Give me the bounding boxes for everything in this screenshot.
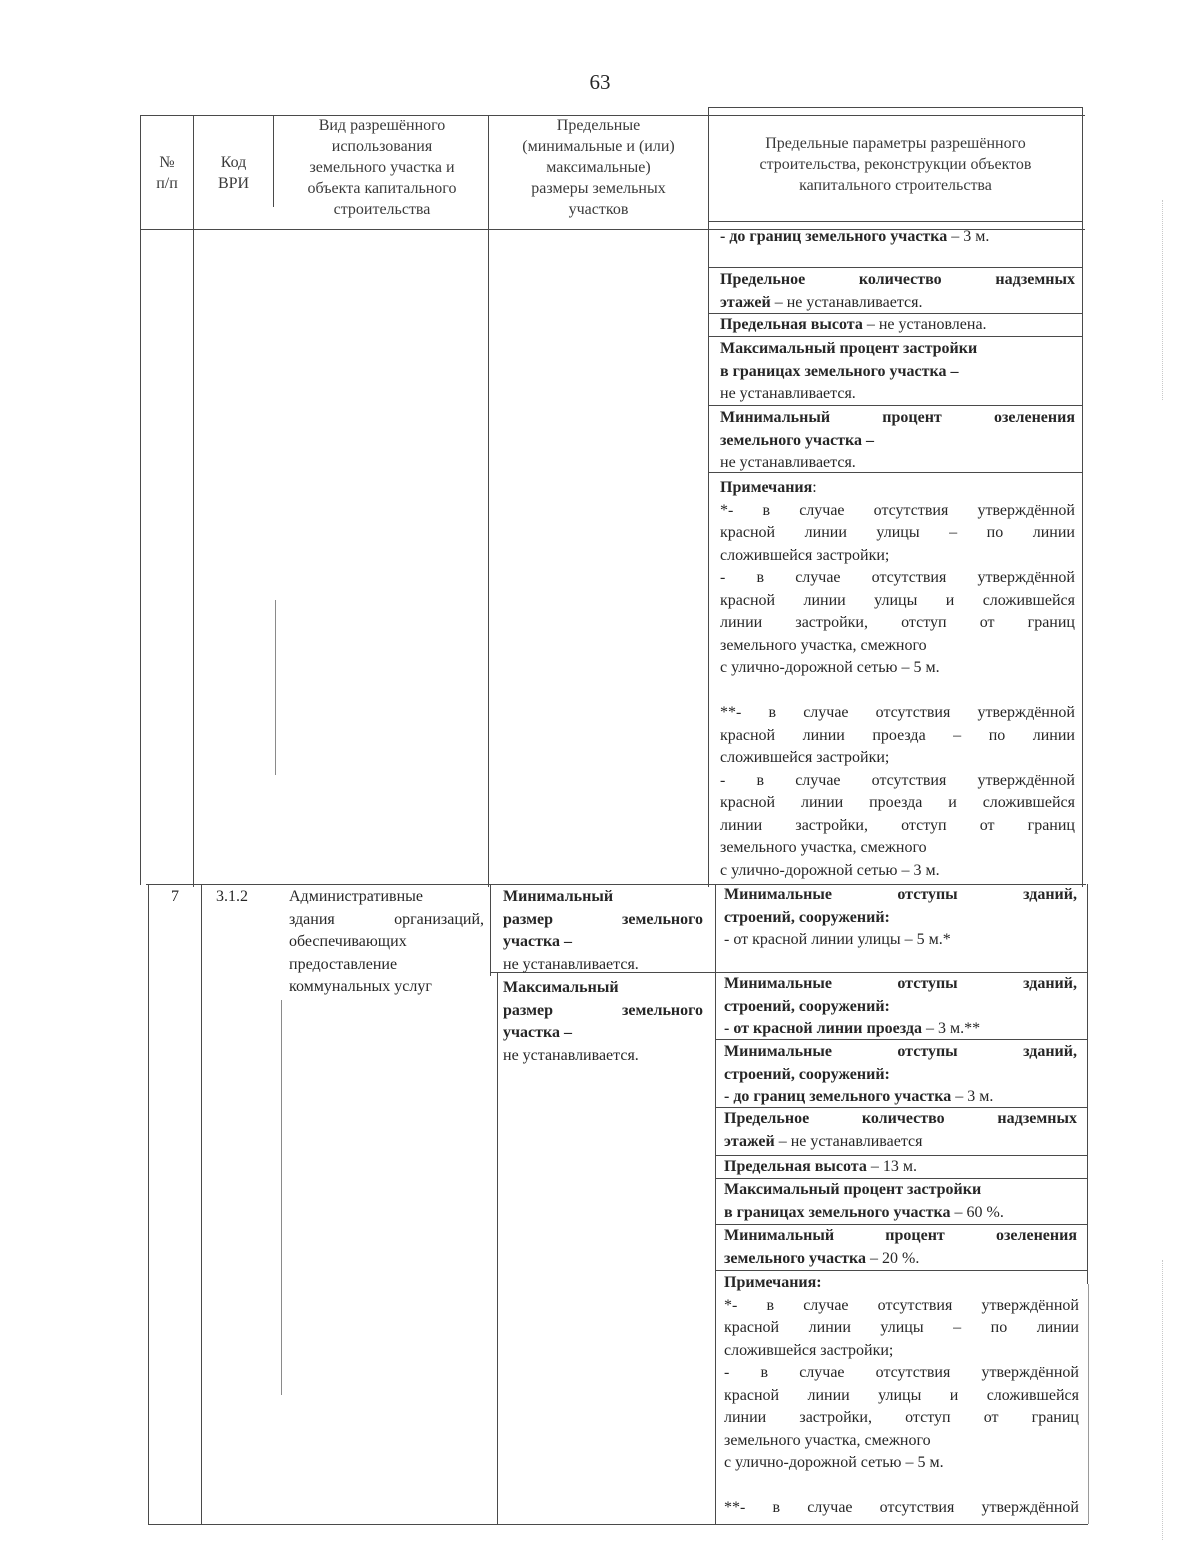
row7-indent-street: Минимальные отступы зданий, строений, сооружений: - от красной линии улицы – 5 м.* (724, 886, 1077, 948)
cont-max-percent: Максимальный процент застройки в границах земельного участка – не устанавливается. (720, 340, 978, 402)
header-num: № п/п (156, 154, 178, 192)
cont-indent-border: - до границ земельного участка – 3 м. (720, 228, 990, 245)
header-type: Вид разрешённого использования земельного участка и объекта капитального строительства (307, 117, 457, 218)
row7-notes: Примечания: *- в случае отсутствия утверждённой красной линии улицы – по линии сложившейся застройки; - в случае отсутствия утверждённой красной линии улицы и сложившейся линии застройки, отступ от границ земельного участка, смежного с улично-дорожной сетью – 5 м. **- в случае отсутствия утверждённой (724, 1274, 1079, 1516)
cont-min-green: Минимальный процент озеленения земельного участка – не устанавливается. (720, 409, 1075, 471)
cont-height: Предельная высота – не установлена. (720, 316, 987, 333)
row7-min-size: Минимальный размер земельного участка – не устанавливается. (503, 888, 703, 973)
row7-code: 3.1.2 (216, 888, 248, 905)
cont-notes: Примечания: *- в случае отсутствия утверждённой красной линии улицы – по линии сложившейся застройки; - в случае отсутствия утверждённой красной линии улицы и сложившейся линии застройки, отступ от границ земельного участка, смежного с улично-дорожной сетью – 5 м. **- в случае отсутствия утверждённой красной линии проезда – по линии сложившейся застройки; - в случае отсутствия утверждённой красной линии проезда и сложившейся линии застройки, отступ от границ земельного участка, смежного с улично-дорожной сетью – 3 м. (720, 479, 1075, 879)
row7-height: Предельная высота – 13 м. (724, 1158, 917, 1175)
row7-indent-border: Минимальные отступы зданий, строений, сооружений: - до границ земельного участка – 3 м. (724, 1043, 1077, 1105)
header-size: Предельные (минимальные и (или) максимальные) размеры земельных участков (522, 117, 675, 218)
header-code: Код ВРИ (217, 154, 250, 192)
row7-num: 7 (171, 888, 179, 905)
row7-max-size: Максимальный размер земельного участка – не устанавливается. (503, 979, 703, 1064)
page-number: 63 (589, 70, 611, 94)
row7-indent-passage: Минимальные отступы зданий, строений, сооружений: - от красной линии проезда – 3 м.** (724, 975, 1077, 1037)
header-params: Предельные параметры разрешённого строительства, реконструкции объектов капитального строительства (759, 135, 1032, 194)
row7-type: Административные здания организаций, обеспечивающих предоставление коммунальных услуг (289, 888, 484, 995)
row7-floors: Предельное количество надземных этажей – не устанавливается (724, 1110, 1077, 1150)
row7-max-percent: Максимальный процент застройки в границах земельного участка – 60 %. (724, 1181, 1004, 1221)
cont-floors: Предельное количество надземных этажей – не устанавливается. (720, 271, 1075, 311)
row7-min-green: Минимальный процент озеленения земельного участка – 20 %. (724, 1227, 1077, 1267)
